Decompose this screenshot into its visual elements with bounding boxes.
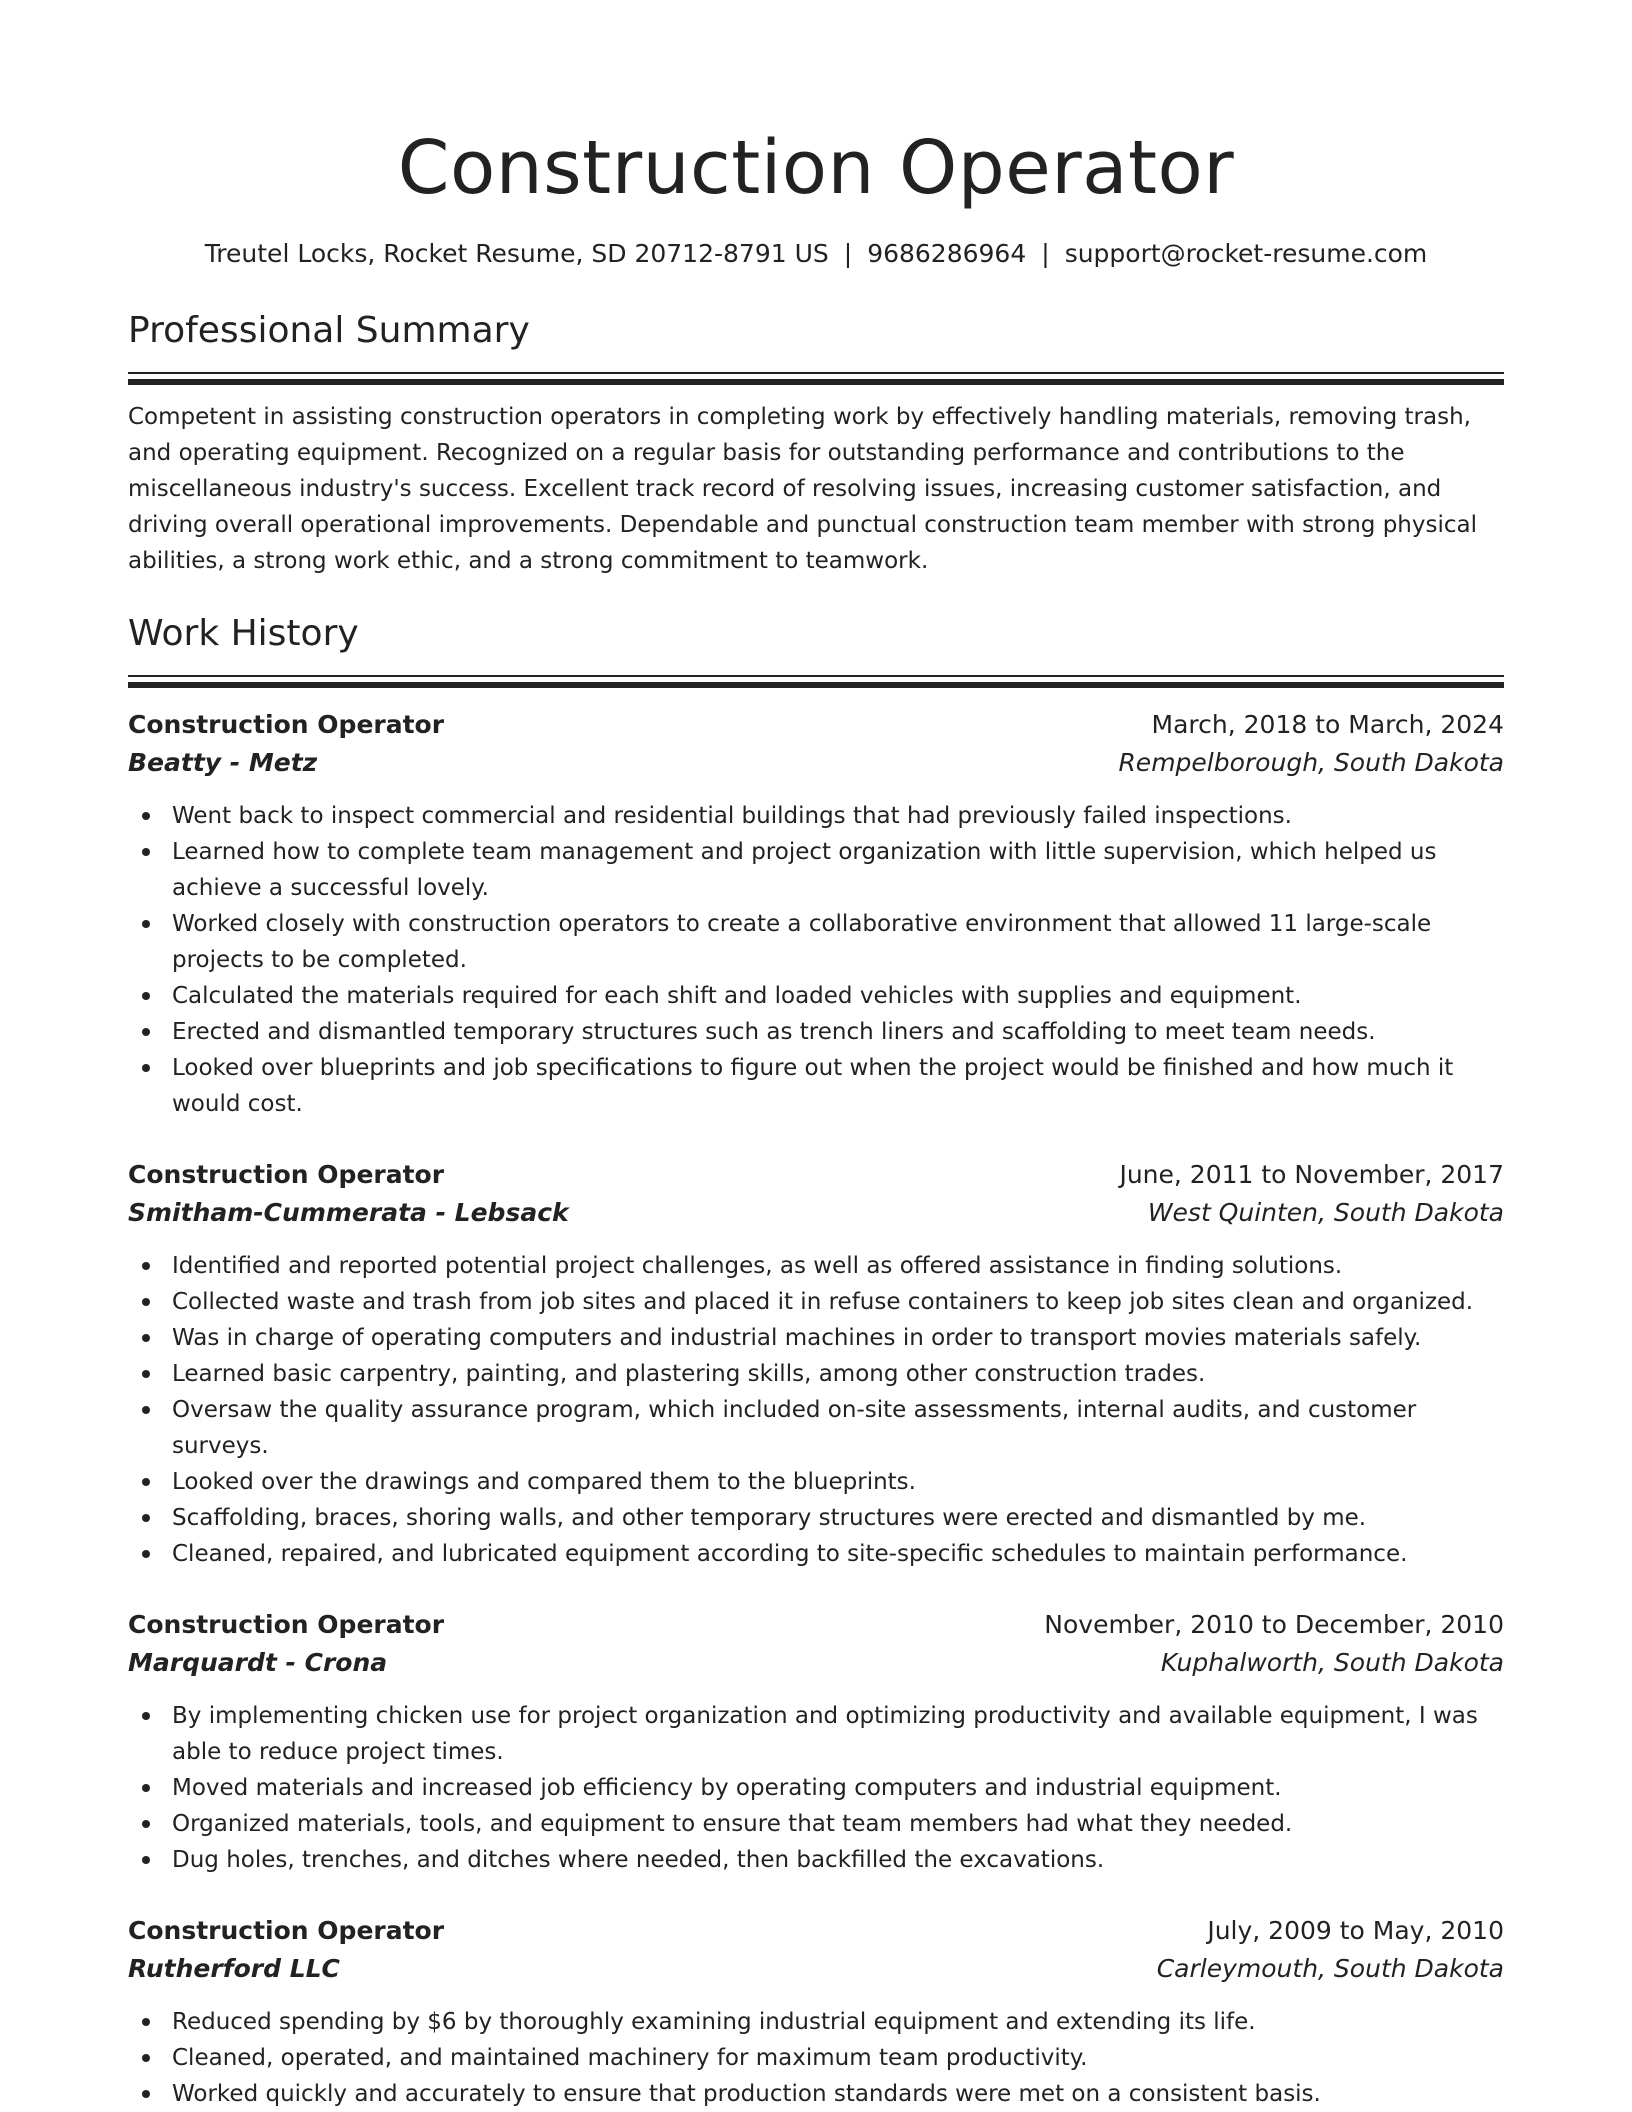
job-subheader-row xyxy=(128,744,1504,782)
job-bullet: Looked over the drawings and compared them to the blueprints. xyxy=(172,1464,1504,1500)
job-bullet: Dug holes, trenches, and ditches where needed, then backfilled the excavations. xyxy=(172,1842,1504,1878)
job-bullet-list xyxy=(128,1698,1504,1878)
job-bullet: Oversaw the quality assurance program, which included on-site assessments, internal audits, and customer surveys. xyxy=(172,1392,1504,1464)
job-location: Carleymouth, South Dakota xyxy=(1156,1954,1504,1983)
contact-email: support@rocket-resume.com xyxy=(1064,239,1428,268)
job-header-row xyxy=(128,706,1504,744)
job-company: Rutherford LLC xyxy=(128,1954,340,1983)
job-bullet: Learned basic carpentry, painting, and plastering skills, among other construction trades. xyxy=(172,1356,1504,1392)
job-dates: June, 2011 to November, 2017 xyxy=(1119,1160,1504,1189)
job-header-row xyxy=(128,1156,1504,1194)
job-bullet: Cleaned, operated, and maintained machinery for maximum team productivity. xyxy=(172,2040,1504,2076)
section-divider-thin xyxy=(128,675,1504,677)
resume-title: Construction Operator xyxy=(397,125,1235,211)
job-subheader-row xyxy=(128,1194,1504,1232)
job-location: West Quinten, South Dakota xyxy=(1147,1198,1504,1227)
job-header-row xyxy=(128,1606,1504,1644)
summary-text: Competent in assisting construction operators in completing work by effectively handling materials, removing trash, and operating equipment. Recognized on a regular basis for outstanding performance and contributions to the miscellaneous industry's success. Excellent track record of resolving issues, increasing customer satisfaction, and driving overall operational improvements. Dependable and punctual construction team member with strong physical abilities, a strong work ethic, and a strong commitment to teamwork. xyxy=(128,404,1477,574)
job-subheader-row xyxy=(128,1644,1504,1682)
section-divider-thick xyxy=(128,379,1504,385)
job-dates: July, 2009 to May, 2010 xyxy=(1207,1916,1504,1945)
job-bullet: Moved materials and increased job efficiency by operating computers and industrial equipment. xyxy=(172,1770,1504,1806)
job-company: Beatty - Metz xyxy=(128,748,318,777)
section-heading-summary: Professional Summary xyxy=(128,310,530,351)
job-bullet-list xyxy=(128,2004,1504,2112)
contact-separator: | xyxy=(843,239,853,268)
job-bullet: Collected waste and trash from job sites and placed it in refuse containers to keep job sites clean and organized. xyxy=(172,1284,1504,1320)
contact-line xyxy=(128,238,1504,270)
job-bullet: Erected and dismantled temporary structures such as trench liners and scaffolding to meet team needs. xyxy=(172,1014,1504,1050)
job-entry xyxy=(128,1912,1504,2112)
job-title: Construction Operator xyxy=(128,710,445,739)
contact-phone: 9686286964 xyxy=(867,239,1027,268)
section-divider-thin xyxy=(128,372,1504,374)
job-bullet: Worked quickly and accurately to ensure that production standards were met on a consistent basis. xyxy=(172,2076,1504,2112)
job-bullet-list xyxy=(128,1248,1504,1572)
job-entry xyxy=(128,1156,1504,1572)
job-bullet: Calculated the materials required for each shift and loaded vehicles with supplies and equipment. xyxy=(172,978,1504,1014)
section-heading-work-history: Work History xyxy=(128,613,359,654)
job-entry xyxy=(128,706,1504,1122)
job-dates: March, 2018 to March, 2024 xyxy=(1151,710,1504,739)
job-bullet: Identified and reported potential project challenges, as well as offered assistance in finding solutions. xyxy=(172,1248,1504,1284)
job-title: Construction Operator xyxy=(128,1160,445,1189)
job-bullet: Organized materials, tools, and equipment to ensure that team members had what they needed. xyxy=(172,1806,1504,1842)
section-divider-thick xyxy=(128,682,1504,688)
job-bullet: Reduced spending by $6 by thoroughly examining industrial equipment and extending its life. xyxy=(172,2004,1504,2040)
job-bullet: Cleaned, repaired, and lubricated equipment according to site-specific schedules to maintain performance. xyxy=(172,1536,1504,1572)
contact-address: Treutel Locks, Rocket Resume, SD 20712-8791 US xyxy=(204,239,829,268)
job-header-row xyxy=(128,1912,1504,1950)
job-location: Rempelborough, South Dakota xyxy=(1118,748,1504,777)
job-title: Construction Operator xyxy=(128,1610,445,1639)
job-company: Marquardt - Crona xyxy=(128,1648,388,1677)
job-bullet: Looked over blueprints and job specifications to figure out when the project would be finished and how much it would cost. xyxy=(172,1050,1504,1122)
resume-page xyxy=(128,0,1504,2112)
job-bullet-list xyxy=(128,798,1504,1122)
job-location: Kuphalworth, South Dakota xyxy=(1160,1648,1504,1677)
job-subheader-row xyxy=(128,1950,1504,1988)
job-bullet: By implementing chicken use for project organization and optimizing productivity and available equipment, I was able to reduce project times. xyxy=(172,1698,1504,1770)
job-bullet: Worked closely with construction operators to create a collaborative environment that allowed 11 large-scale projects to be completed. xyxy=(172,906,1504,978)
job-dates: November, 2010 to December, 2010 xyxy=(1044,1610,1504,1639)
job-title: Construction Operator xyxy=(128,1916,445,1945)
job-company: Smitham-Cummerata - Lebsack xyxy=(128,1198,569,1227)
job-entry xyxy=(128,1606,1504,1878)
job-bullet: Went back to inspect commercial and residential buildings that had previously failed inspections. xyxy=(172,798,1504,834)
job-bullet: Scaffolding, braces, shoring walls, and other temporary structures were erected and dismantled by me. xyxy=(172,1500,1504,1536)
job-bullet: Was in charge of operating computers and industrial machines in order to transport movies materials safely. xyxy=(172,1320,1504,1356)
job-bullet: Learned how to complete team management and project organization with little supervision, which helped us achieve a successful lovely. xyxy=(172,834,1504,906)
contact-separator: | xyxy=(1041,239,1050,268)
